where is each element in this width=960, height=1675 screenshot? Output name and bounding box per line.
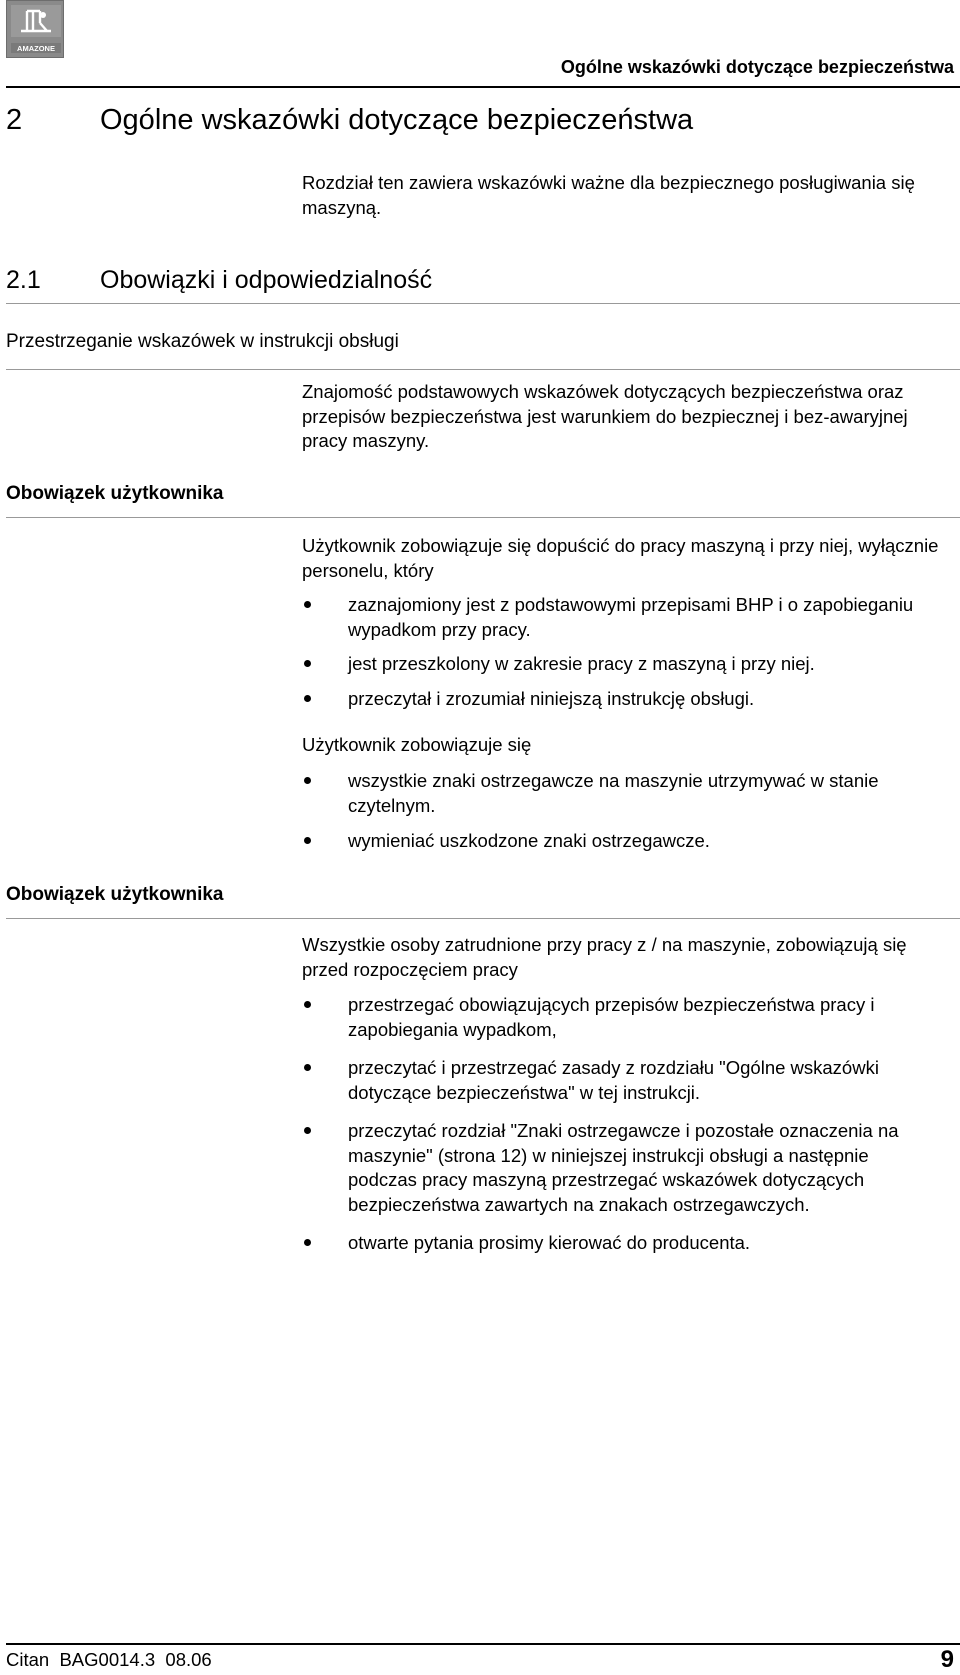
bullet-icon — [304, 695, 311, 702]
block3-heading: Obowiązek użytkownika — [6, 884, 224, 905]
block2-intro: Użytkownik zobowiązuje się dopuścić do pracy maszyną i przy niej, wyłącznie personelu, który — [302, 535, 939, 581]
bullet-icon — [304, 1127, 311, 1134]
header-rule — [6, 86, 960, 88]
block2-bullet-list-2 — [302, 769, 942, 854]
amazone-logo-mark — [7, 1, 65, 59]
list-item — [302, 1056, 942, 1105]
page-number: 9 — [940, 1646, 954, 1673]
list-item — [302, 1119, 942, 1217]
block2-rule — [6, 517, 960, 518]
footer-doc-id: Citan BAG0014.3 08.06 — [6, 1649, 212, 1670]
block2-bullet-list — [302, 593, 942, 711]
bullet-icon — [304, 601, 311, 608]
block1-text: Znajomość podstawowych wskazówek dotyczących bezpieczeństwa oraz przepisów bezpieczeństwa jest warunkiem do bezpiecznej i bez-awaryjnej pracy maszyny. — [302, 381, 908, 451]
bullet-icon — [304, 1064, 311, 1071]
list-item-text: wymieniać uszkodzone znaki ostrzegawcze. — [348, 830, 710, 851]
chapter-number: 2 — [6, 104, 23, 136]
block3-rule — [6, 918, 960, 919]
list-item-text: wszystkie znaki ostrzegawcze na maszynie utrzymywać w stanie czytelnym. — [348, 770, 879, 816]
list-item — [302, 993, 942, 1042]
block3-intro: Wszystkie osoby zatrudnione przy pracy z / na maszynie, zobowiązują się przed rozpoczęciem pracy — [302, 934, 907, 980]
list-item-text: przeczytać i przestrzegać zasady z rozdziału "Ogólne wskazówki dotyczące bezpieczeństwa" w tej instrukcji. — [348, 1057, 879, 1103]
list-item — [302, 829, 942, 854]
block2-heading: Obowiązek użytkownika — [6, 483, 224, 504]
list-item — [302, 652, 942, 677]
running-head: Ogólne wskazówki dotyczące bezpieczeństwa — [560, 57, 954, 77]
chapter-title — [6, 104, 693, 137]
bullet-icon — [304, 1239, 311, 1246]
block3-bullet-list — [302, 993, 942, 1256]
list-item-text: przeczytać rozdział "Znaki ostrzegawcze i pozostałe oznaczenia na maszynie" (strona 12) w niniejszej instrukcji obsługi a następnie podczas pracy maszyną przestrzegać wskazówek dotyczących bezpieczeństwa zawartych na znakach ostrzegawczych. — [348, 1120, 899, 1215]
section-title — [6, 266, 432, 295]
footer-rule — [6, 1643, 960, 1645]
bullet-icon — [304, 1001, 311, 1008]
amazone-logo — [6, 0, 64, 58]
list-item-text: jest przeszkolony w zakresie pracy z maszyną i przy niej. — [348, 653, 815, 674]
bullet-icon — [304, 837, 311, 844]
bullet-icon — [304, 777, 311, 784]
list-item — [302, 769, 942, 818]
list-item-text: zaznajomiony jest z podstawowymi przepisami BHP i o zapobieganiu wypadkom przy pracy. — [348, 594, 914, 640]
list-item — [302, 593, 942, 642]
list-item-text: przestrzegać obowiązujących przepisów bezpieczeństwa pracy i zapobiegania wypadkom, — [348, 994, 875, 1040]
chapter-intro: Rozdział ten zawiera wskazówki ważne dla bezpiecznego posługiwania się maszyną. — [302, 172, 915, 218]
section-rule — [6, 303, 960, 304]
list-item-text: otwarte pytania prosimy kierować do producenta. — [348, 1232, 751, 1253]
bullet-icon — [304, 660, 311, 667]
section-title-text: Obowiązki i odpowiedzialność — [100, 266, 433, 294]
list-item — [302, 1231, 942, 1256]
block2-intro2: Użytkownik zobowiązuje się — [302, 734, 532, 755]
section-number: 2.1 — [6, 266, 41, 294]
list-item-text: przeczytał i zrozumiał niniejszą instrukcję obsługi. — [348, 687, 755, 709]
chapter-title-text: Ogólne wskazówki dotyczące bezpieczeństwa — [100, 104, 694, 136]
list-item — [302, 687, 942, 712]
block1-rule — [6, 369, 960, 370]
svg-text:AMAZONE: AMAZONE — [17, 44, 55, 53]
block1-heading: Przestrzeganie wskazówek w instrukcji obsługi — [6, 331, 399, 352]
